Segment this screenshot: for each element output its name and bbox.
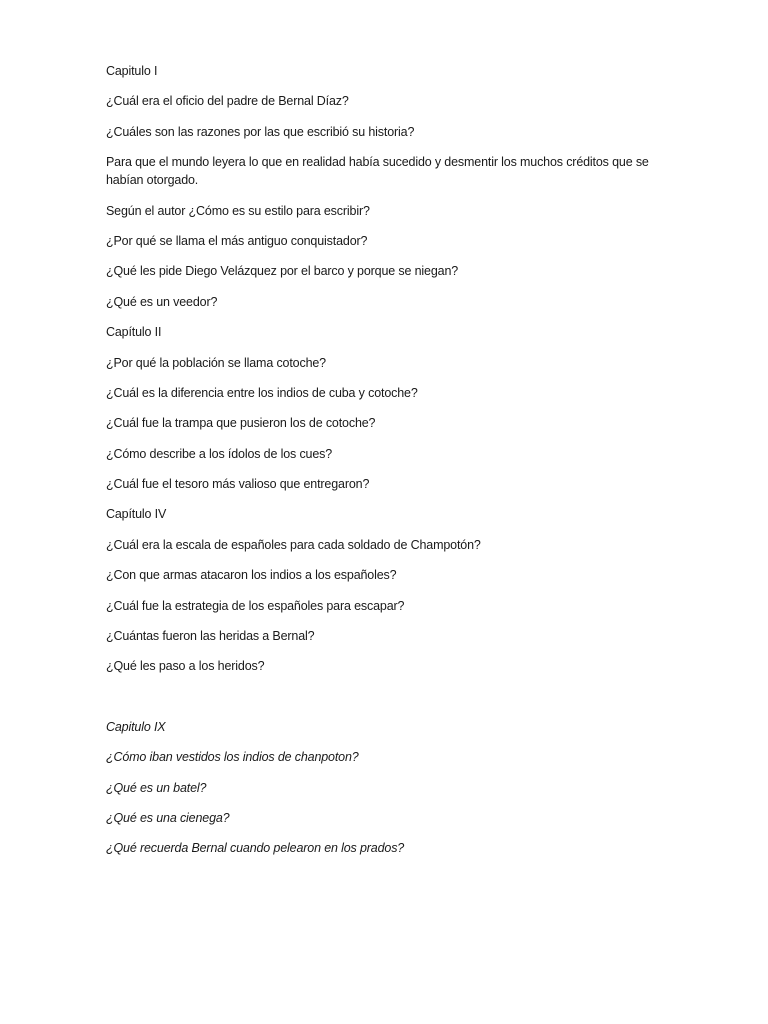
- blank-spacer: [106, 688, 666, 718]
- question-line: ¿Qué les pide Diego Velázquez por el barco y porque se niegan?: [106, 264, 459, 279]
- question-line: ¿Cuál es la diferencia entre los indios de cuba y cotoche?: [106, 385, 418, 400]
- chapter-heading-1: Capitulo I: [106, 64, 158, 78]
- question-line: ¿Qué es una cienega?: [106, 810, 230, 825]
- chapter-heading-4: Capítulo IV: [106, 507, 167, 522]
- question-line: ¿Cómo iban vestidos los indios de chanpoton?: [106, 750, 359, 765]
- question-line: ¿Cuál fue la estrategia de los españoles para escapar?: [106, 598, 405, 613]
- document-body: [106, 62, 666, 870]
- question-line: ¿Cómo describe a los ídolos de los cues?: [106, 446, 333, 461]
- question-line: ¿Cuáles son las razones por las que escribió su historia?: [106, 124, 415, 139]
- chapter-heading-9: Capitulo IX: [106, 719, 166, 734]
- question-line: ¿Cuál era el oficio del padre de Bernal Díaz?: [106, 94, 349, 109]
- answer-paragraph: Para que el mundo leyera lo que en realidad había sucedido y desmentir los muchos créditos que se habían otorgado.: [106, 155, 649, 188]
- question-line: Según el autor ¿Cómo es su estilo para escribir?: [106, 203, 370, 218]
- question-line: ¿Qué recuerda Bernal cuando pelearon en los prados?: [106, 841, 405, 856]
- question-line: ¿Por qué la población se llama cotoche?: [106, 355, 326, 370]
- question-line: ¿Cuántas fueron las heridas a Bernal?: [106, 629, 315, 644]
- chapter-heading-2: Capítulo II: [106, 325, 162, 340]
- question-line: ¿Cuál fue el tesoro más valioso que entregaron?: [106, 477, 370, 492]
- question-line: ¿Qué les paso a los heridos?: [106, 659, 265, 674]
- question-line: ¿Cuál fue la trampa que pusieron los de cotoche?: [106, 416, 376, 431]
- question-line: ¿Con que armas atacaron los indios a los españoles?: [106, 568, 397, 583]
- question-line: ¿Qué es un batel?: [106, 780, 207, 795]
- question-line: ¿Qué es un veedor?: [106, 294, 218, 309]
- question-line: ¿Por qué se llama el más antiguo conquistador?: [106, 233, 368, 248]
- question-line: ¿Cuál era la escala de españoles para cada soldado de Champotón?: [106, 537, 481, 552]
